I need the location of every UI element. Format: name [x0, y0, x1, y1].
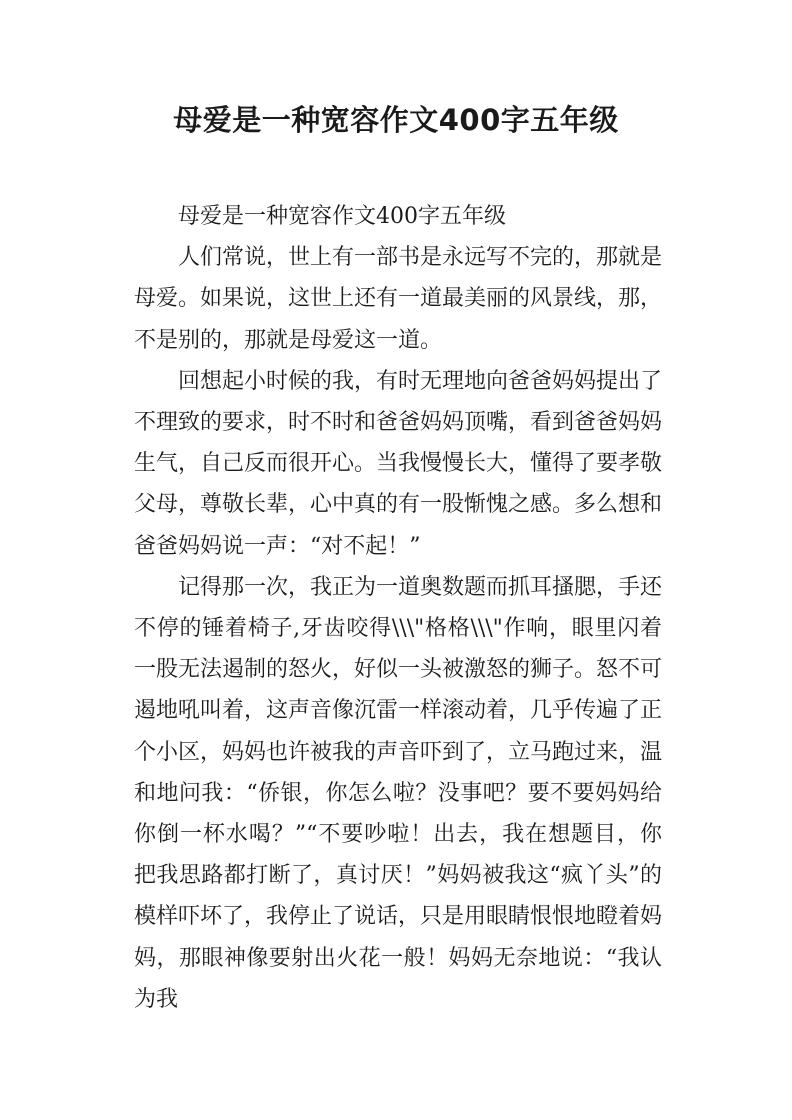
document-title: 母爱是一种宽容作文400字五年级: [173, 103, 619, 137]
paragraph-subtitle: 母爱是一种宽容作文400字五年级: [178, 204, 506, 229]
paragraph-1: 人们常说，世上有一部书是永远写不完的，那就是母爱。如果说，这世上还有一道最美丽的风景线，那，不是别的，那就是母爱这一道。: [134, 245, 663, 353]
paragraph-3: 记得那一次，我正为一道奥数题而抓耳搔腮，手还不停的锤着椅子,牙齿咬得\\\"格格\\\"作响，眼里闪着一股无法遏制的怒火，好似一头被激怒的狮子。怒不可遏地吼叫着，这声音像沉雷一样滚动着，几乎传遍了正个小区，妈妈也许被我的声音吓到了，立马跑过来，温和地问我：“侨银，你怎么啦？没事吧？要不要妈妈给你倒一杯水喝？”“不要吵啦！出去，我在想题目，你把我思路都打断了，真讨厌！”妈妈被我这“疯丫头”的模样吓坏了，我停止了说话，只是用眼睛恨恨地瞪着妈妈，那眼神像要射出火花一般！妈妈无奈地说：“我认为我: [134, 574, 663, 1012]
document-body: [134, 196, 662, 1020]
paragraph-2: 回想起小时候的我，有时无理地向爸爸妈妈提出了不理致的要求，时不时和爸爸妈妈顶嘴，看到爸爸妈妈生气，自己反而很开心。当我慢慢长大，懂得了要孝敬父母，尊敬长辈，心中真的有一股惭愧之感。多么想和爸爸妈妈说一声：“对不起！”: [134, 368, 663, 559]
